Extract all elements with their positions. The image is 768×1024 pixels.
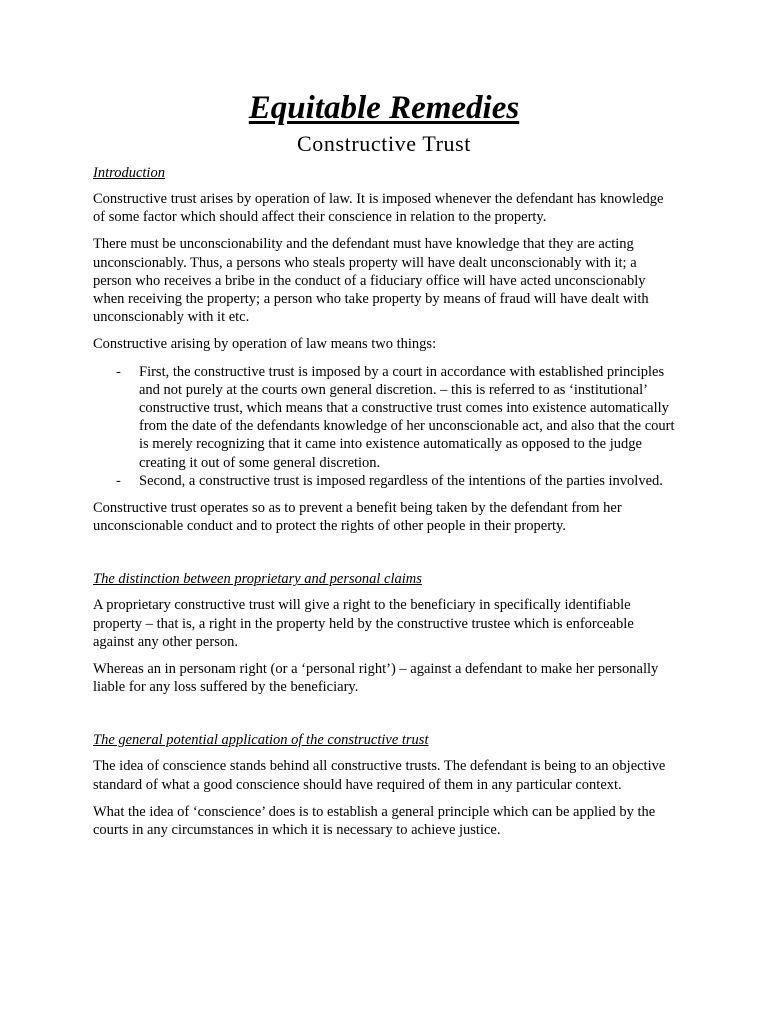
- document-title: Equitable Remedies: [248, 90, 520, 126]
- paragraph: The idea of conscience stands behind all constructive trusts. The defendant is being to an objective standard of what a good conscience should have required of them in any particular context.: [93, 758, 666, 793]
- paragraph: What the idea of ‘conscience’ does is to establish a general principle which can be applied by the courts in any circumstances in which it is necessary to achieve justice.: [93, 803, 656, 839]
- section-heading-application: The general potential application of the constructive trust: [93, 732, 429, 749]
- section-introduction: [93, 164, 675, 535]
- list-item: [93, 472, 675, 490]
- section-distinction: [93, 570, 675, 696]
- section-heading-introduction: Introduction: [93, 165, 165, 181]
- paragraph: There must be unconscionability and the defendant must have knowledge that they are acting unconscionably. Thus, a persons who steals property will have dealt unconscionably with it; a person who receives a bribe in the conduct of a fiduciary office will have acted unconscionably when receiving the property; a person who take property by means of fraud will have dealt with unconscionably with it etc.: [93, 236, 649, 326]
- document-subtitle: Constructive Trust: [297, 131, 471, 156]
- paragraph: Constructive arising by operation of law means two things:: [93, 336, 437, 353]
- paragraph: Constructive trust arises by operation of law. It is imposed whenever the defendant has knowledge of some factor which should affect their conscience in relation to the property.: [93, 191, 664, 226]
- dash-bullet-icon: -: [116, 472, 121, 489]
- paragraph: Whereas an in personam right (or a ‘personal right’) – against a defendant to make her personally liable for any loss suffered by the beneficiary.: [93, 661, 659, 696]
- document-page: [93, 88, 675, 848]
- section-heading-distinction: The distinction between proprietary and personal claims: [93, 571, 422, 588]
- section-application: [93, 731, 675, 839]
- bullet-list: [93, 363, 675, 490]
- list-item-text: First, the constructive trust is imposed by a court in accordance with established principles and not purely at the courts own general discretion. – this is referred to as ‘institutional’ constructive trust, which means that a constructive trust comes into existence automatically from the date of the defendants knowledge of her unconscionable act, and also that the court is merely recognizing that it came into existence automatically as opposed to the judge creating it out of some general discretion.: [139, 363, 675, 471]
- dash-bullet-icon: -: [116, 363, 121, 380]
- section-spacer: [93, 544, 675, 570]
- section-spacer: [93, 705, 675, 731]
- list-item: [93, 363, 675, 472]
- list-item-text: Second, a constructive trust is imposed regardless of the intentions of the parties involved.: [139, 472, 663, 489]
- paragraph: A proprietary constructive trust will give a right to the beneficiary in specifically identifiable property – that is, a right in the property held by the constructive trustee which is enforceable against any other person.: [93, 597, 634, 650]
- paragraph: Constructive trust operates so as to prevent a benefit being taken by the defendant from her unconscionable conduct and to protect the rights of other people in their property.: [93, 500, 622, 535]
